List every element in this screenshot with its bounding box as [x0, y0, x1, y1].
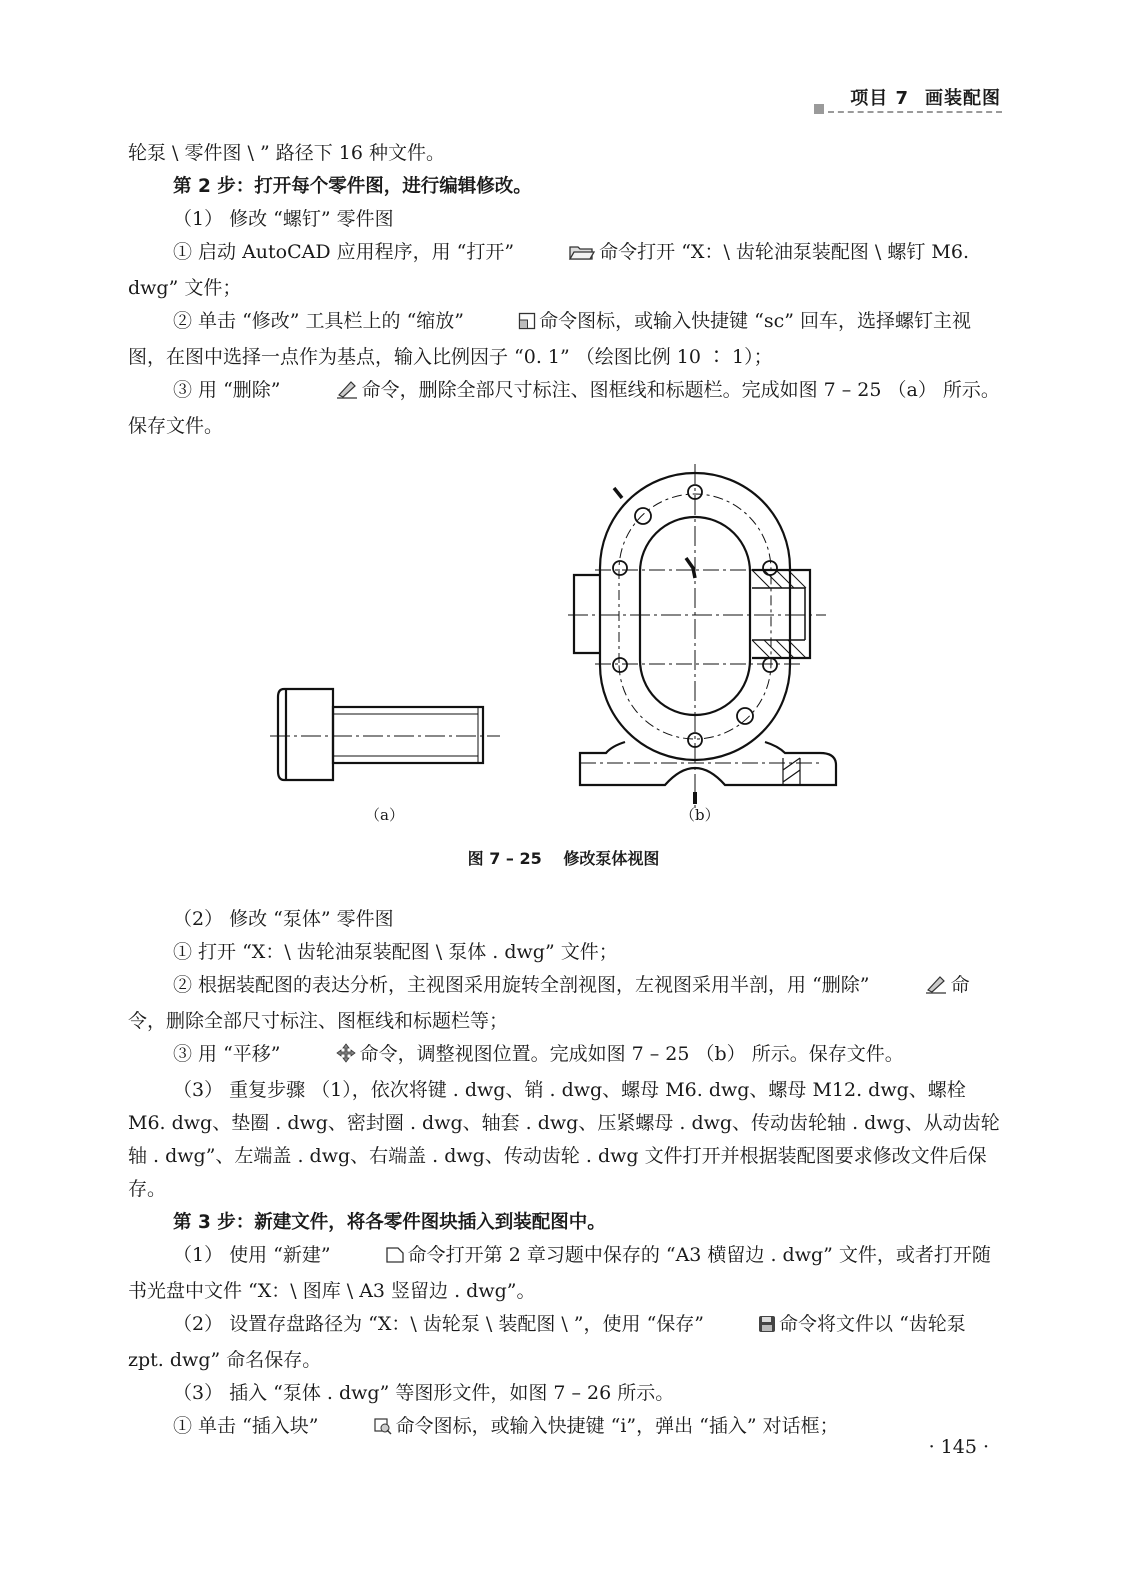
figure-caption: 图 7 – 25 修改泵体视图 — [467, 849, 660, 868]
text-run: 命令，删除全部尺寸标注、图框线和标题栏等； — [128, 974, 970, 1032]
paragraph — [128, 236, 1002, 305]
paragraph — [128, 374, 1002, 443]
text-run: 命令，调整视图位置。完成如图 7 – 25 （b） 所示。保存文件。 — [359, 1043, 904, 1065]
text-run: 命令，删除全部尺寸标注、图框线和标题栏。完成如图 7 – 25 （a） 所示。保存文件。 — [128, 379, 1000, 437]
text-run: 命令打开 “X：\ 齿轮油泵装配图 \ 螺钉 M6. dwg” 文件； — [128, 241, 969, 299]
open-folder-icon — [523, 239, 596, 272]
header-title: 画装配图 — [925, 88, 1001, 109]
text-run: ① 单击 “插入块” — [173, 1415, 319, 1437]
text-run: 命令打开第 2 章习题中保存的 “A3 横留边 . dwg” 文件，或者打开随书光盘中文件 “X：\ 图库 \ A3 竖留边 . dwg”。 — [128, 1244, 991, 1302]
paragraph: （2） 修改 “泵体” 零件图 — [173, 908, 394, 930]
screw-drawing — [270, 689, 500, 780]
paragraph — [128, 969, 1002, 1038]
paragraph — [128, 305, 1002, 374]
insert-block-icon — [328, 1413, 393, 1446]
text-run: ① 启动 AutoCAD 应用程序，用 “打开” — [173, 241, 515, 263]
paragraph — [128, 1308, 1002, 1377]
body-text-top — [128, 137, 1002, 443]
paragraph: （3） 插入 “泵体 . dwg” 等图形文件，如图 7 – 26 所示。 — [173, 1382, 675, 1404]
save-icon — [713, 1311, 776, 1344]
pump-body-drawing — [568, 464, 836, 808]
paragraph — [128, 1239, 1002, 1308]
erase-icon — [290, 377, 359, 410]
paragraph: （1） 修改 “螺钉” 零件图 — [173, 208, 394, 230]
scale-icon — [473, 308, 536, 341]
step-heading: 第 2 步：打开每个零件图，进行编辑修改。 — [173, 176, 532, 197]
paragraph — [128, 1410, 1002, 1446]
paragraph: 轮泵 \ 零件图 \ ” 路径下 16 种文件。 — [128, 142, 445, 164]
text-run: ② 单击 “修改” 工具栏上的 “缩放” — [173, 310, 465, 332]
text-run: ③ 用 “删除” — [173, 379, 281, 401]
paragraph — [128, 1038, 1002, 1074]
text-run: ③ 用 “平移” — [173, 1043, 281, 1065]
text-run: （2） 设置存盘路径为 “X：\ 齿轮泵 \ 装配图 \ ”，使用 “保存” — [173, 1313, 704, 1335]
paragraph: （3） 重复步骤 （1），依次将键 . dwg、销 . dwg、螺母 M6. dwg、螺母 M12. dwg、螺栓 M6. dwg、垫圈 . dwg、密封圈 . dwg、轴套 . dwg、压紧螺母 . dwg、传动齿轮轴 . dwg、从动齿轮轴 . dwg”、左端盖 . dwg、右端盖 . dwg、传动齿轮 . dwg 文件打开并根据装配图要求修改文件后保存。 — [128, 1079, 1000, 1200]
text-run: 命令图标，或输入快捷键 “sc” 回车，选择螺钉主视图，在图中选择一点作为基点，输入比例因子 “0. 1” （绘图比例 10 ∶ 1）； — [128, 310, 971, 368]
erase-icon — [879, 972, 948, 1005]
text-run: （1） 使用 “新建” — [173, 1244, 331, 1266]
move-icon — [290, 1041, 357, 1074]
header-rule — [814, 104, 1002, 114]
header-project: 项目 7 — [850, 88, 909, 109]
text-run: 命令将文件以 “齿轮泵 zpt. dwg” 命名保存。 — [128, 1313, 966, 1371]
figure-sublabel-b: （b） — [680, 806, 720, 824]
step-heading: 第 3 步：新建文件，将各零件图块插入到装配图中。 — [173, 1212, 606, 1233]
body-text-bottom — [128, 903, 1002, 1446]
figure-sublabel-a: （a） — [365, 806, 404, 824]
new-file-icon — [340, 1242, 405, 1275]
page-number: · 145 · — [928, 1436, 989, 1458]
text-run: ② 根据装配图的表达分析，主视图采用旋转全剖视图，左视图采用半剖，用 “删除” — [173, 974, 870, 996]
figure-drawing — [0, 460, 1127, 880]
text-run: 命令图标，或输入快捷键 “i”，弹出 “插入” 对话框； — [395, 1415, 839, 1437]
paragraph: ① 打开 “X：\ 齿轮油泵装配图 \ 泵体 . dwg” 文件； — [173, 941, 618, 963]
